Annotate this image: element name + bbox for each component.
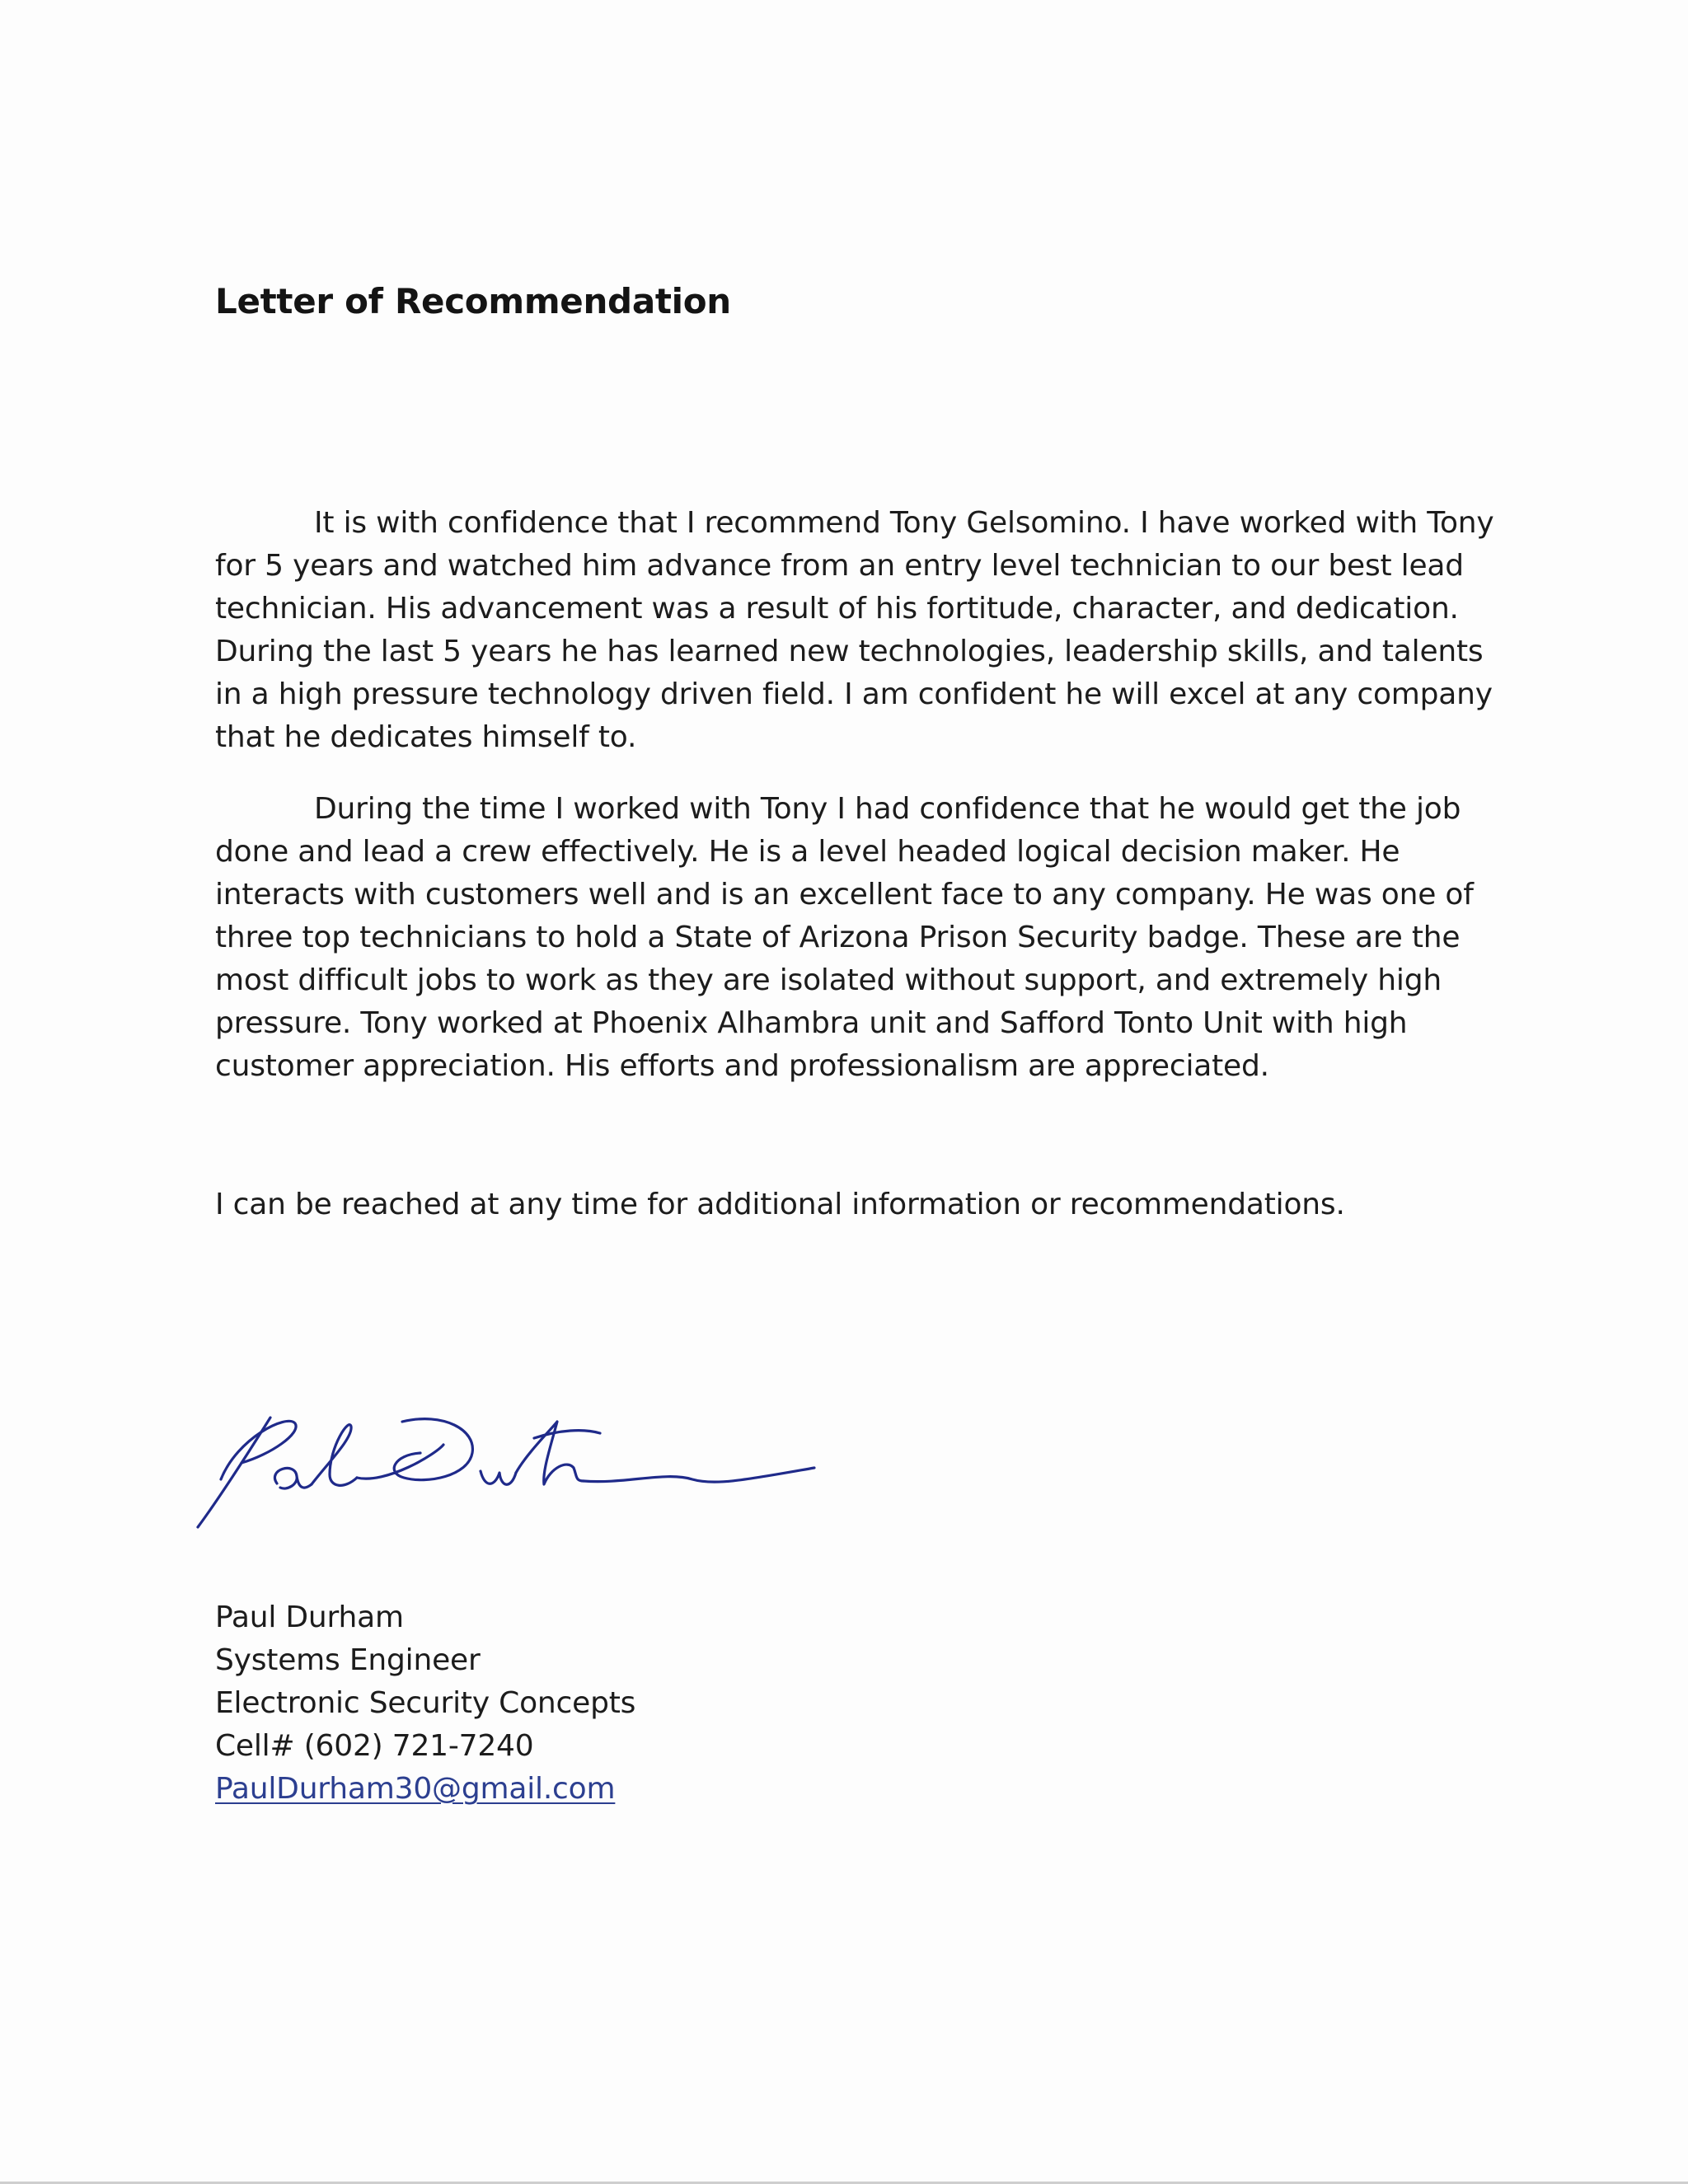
- signer-company: Electronic Security Concepts: [215, 1686, 636, 1720]
- handwritten-signature: [188, 1405, 913, 1545]
- signer-name: Paul Durham: [215, 1601, 404, 1634]
- letter-title: Letter of Recommendation: [215, 281, 731, 321]
- signer-email-link[interactable]: PaulDurham30@gmail.com: [215, 1772, 616, 1806]
- signer-title: Systems Engineer: [215, 1643, 481, 1677]
- signature-block: [215, 1596, 635, 1811]
- closing-paragraph: I can be reached at any time for additional information or recommendations.: [215, 1188, 1345, 1221]
- signer-phone: Cell# (602) 721-7240: [215, 1729, 534, 1763]
- body-paragraph-1: It is with confidence that I recommend Tony Gelsomino. I have worked with Tony for 5 years and watched him advance from an entry level technician to our best lead technician. His advancement was a result of his fortitude, character, and dedication. During the last 5 years he has learned new technologies, leadership skills, and talents in a high pressure technology driven field. I am confident he will excel at any company that he dedicates himself to.: [215, 506, 1494, 754]
- body-paragraph-2: During the time I worked with Tony I had confidence that he would get the job done and lead a crew effectively. He is a level headed logical decision maker. He interacts with customers well and is an excellent face to any company. He was one of three top technicians to hold a State of Arizona Prison Security badge. These are the most difficult jobs to work as they are isolated without support, and extremely high pressure. Tony worked at Phoenix Alhambra unit and Safford Tonto Unit with high customer appreciation. His efforts and professionalism are appreciated.: [215, 792, 1474, 1083]
